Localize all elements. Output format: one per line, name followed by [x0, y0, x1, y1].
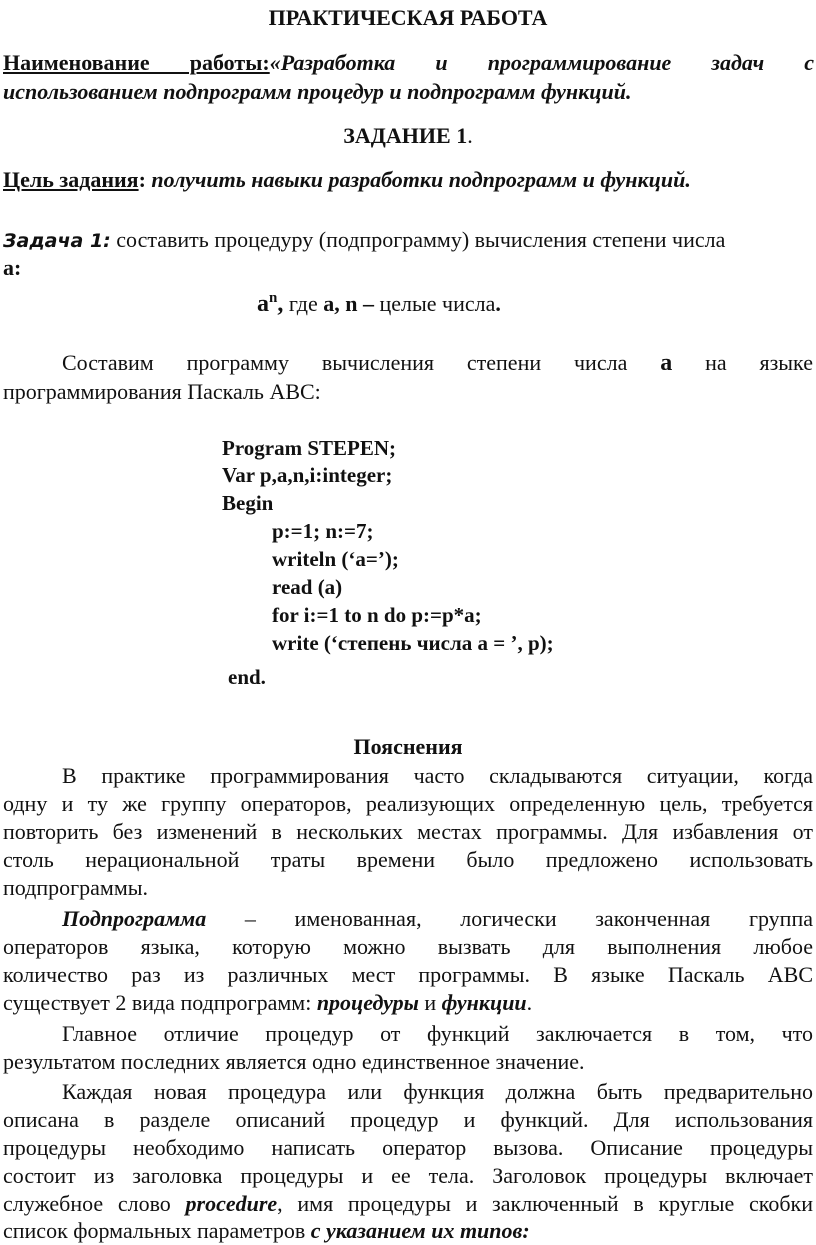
keyword-procedure: procedure: [185, 1191, 278, 1216]
code-line: end.: [228, 665, 266, 689]
paragraph-line: Каждая новая процедура или функция должна быть предварительно: [62, 1079, 813, 1104]
explanations-title: Пояснения: [353, 734, 463, 759]
task-goal: [3, 166, 816, 194]
task-1-text-1: составить процедуру (подпрограмму) вычисления степени числа: [110, 227, 726, 252]
code-line: for i:=1 to n do p:=p*a;: [272, 603, 482, 627]
code-line: p:=1; n:=7;: [272, 519, 374, 543]
paragraph-line: В практике программирования часто складываются ситуации, когда: [62, 763, 813, 788]
paragraph-line: количество раз из различных мест программы. В языке Паскаль АВС: [3, 962, 813, 987]
task-1-text-2: а:: [3, 255, 22, 280]
paragraph-text: .: [526, 990, 533, 1015]
paragraph-line: повторить без изменений в нескольких местах программы. Для избавления от: [3, 819, 813, 844]
intro-word-variable: а: [660, 350, 673, 376]
paragraph-line: [3, 989, 816, 1017]
work-name-value-1: «Разработка и программирование задач с: [269, 50, 814, 75]
page-title: [0, 4, 816, 32]
paragraph-line: описана в разделе описаний процедур и функций. Для использования: [3, 1107, 813, 1132]
paragraph-line: операторов языка, которую можно вызвать для выполнения любое: [3, 934, 813, 959]
code-line: writeln (‘a=’);: [272, 547, 399, 571]
term-functions: функции: [441, 990, 527, 1015]
goal-colon: :: [138, 167, 146, 192]
task-heading: [0, 122, 816, 150]
paragraph-line: подпрограммы.: [3, 875, 149, 900]
intro-word: Составим: [62, 350, 154, 375]
formula-dot: .: [495, 291, 501, 316]
page-title-text: ПРАКТИЧЕСКАЯ РАБОТА: [268, 5, 548, 30]
paragraph-text: и: [418, 990, 442, 1015]
intro-word: числа: [573, 350, 628, 375]
work-name-line-2: использованием подпрограмм процедур и подпрограмм функций.: [3, 79, 632, 104]
paragraph-line: результатом последних является одно единственное значение.: [3, 1049, 585, 1074]
code-line: Program STEPEN;: [222, 436, 397, 460]
formula-vars: a, n –: [323, 291, 374, 316]
paragraph-line: процедуры необходимо написать оператор вызова. Описание процедуры: [3, 1135, 813, 1160]
formula: [257, 290, 816, 321]
paragraph-text: список формальных параметров: [3, 1218, 311, 1243]
task-heading-text: ЗАДАНИЕ 1: [343, 123, 468, 148]
intro-line-1: [62, 349, 813, 377]
task-1-label: Задача 1:: [3, 230, 111, 252]
formula-rest: целые числа: [373, 291, 496, 316]
emphasis-types: с указанием их типов:: [310, 1218, 530, 1243]
code-line: Begin: [222, 491, 274, 515]
formula-where: где: [283, 291, 324, 316]
work-name-line-1: [3, 49, 814, 77]
code-line: write (‘степень числа a = ’, p);: [272, 631, 554, 655]
paragraph-line: [3, 1217, 816, 1245]
paragraph-line: [3, 1190, 813, 1218]
code-line: read (a): [272, 575, 343, 599]
intro-word: на: [705, 350, 727, 375]
intro-line-2: программирования Паскаль АВС:: [3, 379, 321, 404]
intro-word: вычисления: [321, 350, 435, 375]
term-procedures: процедуры: [316, 990, 419, 1015]
paragraph-line: [62, 905, 813, 933]
paragraph-line: состоит из заголовка процедуры и ее тела. Заголовок процедуры включает: [3, 1163, 813, 1188]
formula-comma: ,: [277, 291, 284, 317]
intro-word: языке: [759, 350, 813, 375]
formula-exponent: n: [269, 290, 278, 306]
work-name-label: Наименование работы:: [3, 50, 270, 75]
intro-word: степени: [466, 350, 542, 375]
task-heading-dot: .: [467, 123, 473, 148]
goal-label: Цель задания: [3, 167, 139, 192]
goal-text: получить навыки разработки подпрограмм и функций.: [145, 167, 691, 192]
paragraph-text: служебное слово: [3, 1191, 186, 1216]
formula-base: a: [257, 291, 269, 317]
intro-word: программу: [186, 350, 289, 375]
paragraph-text: , имя процедуры и заключенный в круглые скобки: [277, 1191, 813, 1216]
code-line: Var p,a,n,i:integer;: [222, 463, 393, 487]
task-1-line-1: [3, 226, 816, 255]
term-definition: – именованная, логически законченная группа: [206, 906, 813, 931]
paragraph-text: существует 2 вида подпрограмм:: [3, 990, 317, 1015]
paragraph-line: Главное отличие процедур от функций заключается в том, что: [62, 1021, 813, 1046]
term-subprogram: Подпрограмма: [62, 906, 207, 931]
paragraph-line: столь нерациональной траты времени было предложено использовать: [3, 847, 813, 872]
paragraph-line: одну и ту же группу операторов, реализующих определенную цель, требуется: [3, 791, 813, 816]
